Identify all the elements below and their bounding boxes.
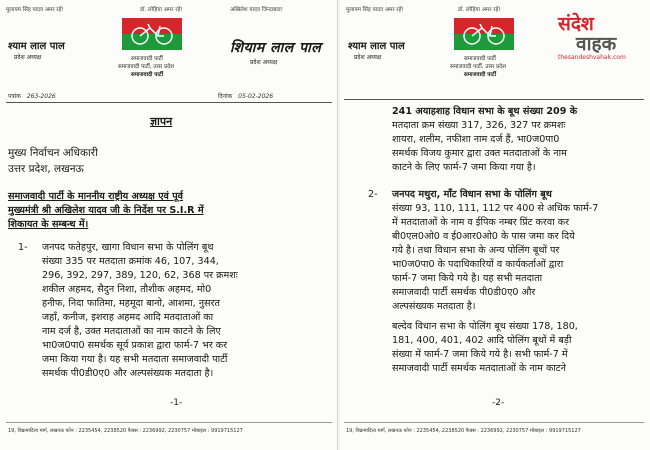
item-line: जमा किया गया है। यह सभी मतदाता समाजवादी पार्टी <box>42 354 228 365</box>
leader-title: प्रदेश अध्यक्ष <box>354 54 382 61</box>
leader-name: श्याम लाल पाल <box>348 41 405 52</box>
item-line: जनपद फतेहपुर, खागा विधान सभा के पोलिंग बूथ <box>42 242 214 253</box>
page-number: -1- <box>170 398 183 408</box>
item-line: 296, 392, 297, 389, 120, 62, 368 पर क्रमशः <box>42 270 238 281</box>
item-line: बल्देव विधान सभा के पोलिंग बूथ संख्या 178, 180, <box>392 321 578 332</box>
footer-address: 19, विक्रमादित्य मार्ग, लखनऊ फोन : 2235454, 2238520 फैक्स : 2236992, 2230757 मोबाइल : 9919715127 <box>8 428 243 434</box>
brand-line1: संदेश <box>558 13 594 35</box>
item-line: शकील अहमद, सैदुन निशा, तौशीक अहमद, मो0 <box>42 284 212 295</box>
item-line: फार्म-7 जमा किये गये है। यह सभी मतदाता <box>392 273 543 284</box>
party-name-line1: समाजवादी पार्टी <box>131 56 163 62</box>
header-divider <box>6 102 332 103</box>
cont-line: समर्थक विजय कुमार द्वारा उक्त मतदाताओं के नाम <box>392 148 567 159</box>
brand-url: thesandeshvahak.com <box>558 54 626 61</box>
footer-address: 19, विक्रमादित्य मार्ग, लखनऊ फोन : 2235454, 2238520 फैक्स : 2236992, 2230757 मोबाइल : 9919715127 <box>346 428 581 434</box>
item-line: संख्या 335 पर मतदाता क्रमांक 46, 107, 344, <box>42 256 219 267</box>
item-line: नाम दर्ज है, उक्त मतदाताओं का नाम काटने के लिए <box>42 326 221 337</box>
item-line: जहाँ, कनीज, इशराह अहमद आदि मतदाताओं का <box>42 312 214 323</box>
cont-line: शायरा, शलीम, नफीशा नाम दर्ज हैं, भा0ज0पा0 <box>392 134 560 145</box>
item-line: हनीफ, निदा फातिमा, महमूदा बानो, आशमा, नुसरत <box>42 298 220 309</box>
signature-title: प्रदेश अध्यक्ष <box>250 59 278 66</box>
party-name-line3: समाजवादी पार्टी <box>464 72 497 78</box>
leader-name: श्याम लाल पाल <box>8 41 65 52</box>
item-line: जनपद मथुरा, माँट विधान सभा के पोलिंग बूथ <box>392 189 552 200</box>
item-line: संख्या 93, 110, 111, 112 पर 400 से अधिक फार्म-7 <box>392 203 599 214</box>
item-line: भा0ज0पा0 के पदाधिकारियों व कार्यकर्ताओं द्वारा <box>392 259 564 270</box>
subject-line3: शिकायत के सम्बन्ध में। <box>8 219 89 230</box>
item-line: संख्या में फार्म-7 जमा किये गये है। सभी फार्म-7 में <box>392 349 568 360</box>
item-line: 181, 400, 401, 402 आदि पोलिंग बूथों में बड़ी <box>392 335 572 346</box>
party-name-line1: समाजवादी पार्टी <box>464 56 496 62</box>
date-row <box>218 92 273 100</box>
subject-line2: मुख्यमंत्री श्री अखिलेश यादव जी के निर्देश पर S.I.R में <box>8 205 204 216</box>
item-number: 1- <box>18 242 28 253</box>
sandesh-vahak-logo <box>558 14 626 61</box>
item-line: बी0एल0ओ0 व ई0आर0ओ0 के पास जमा कर दिये <box>392 231 575 242</box>
header-divider <box>344 99 644 100</box>
slogan-akhilesh: अखिलेश यादव जिन्दाबाद! <box>230 7 283 13</box>
subject-line1: समाजवादी पार्टी के माननीय राष्ट्रीय अध्यक्ष एवं पूर्व <box>8 191 184 202</box>
slogan-lohia: डॉ. लोहिया अमर रहें! <box>140 7 183 13</box>
page-number: -2- <box>492 398 505 408</box>
slogan-mulayam: मुलायम सिंह यादव अमर रहें! <box>6 7 64 13</box>
party-name-line2: समाजवादी पार्टी, उत्तर प्रदेश <box>118 64 174 70</box>
slogan-mulayam: मुलायम सिंह यादव अमर रहें! <box>346 7 404 13</box>
item-number: 2- <box>368 189 378 200</box>
brand-line2: वाहक <box>576 33 617 55</box>
item-line: भा0ज0पा0 समर्थक सूर्य प्रकाश द्वारा फार्म-7 भर कर <box>42 340 228 351</box>
footer-divider <box>344 422 644 423</box>
ref-value: 263-2026 <box>26 93 56 100</box>
cont-line: मतदाता क्रम संख्या 317, 326, 327 पर क्रमशः <box>392 120 566 131</box>
party-name-line2: समाजवादी पार्टी, उत्तर प्रदेश <box>450 64 506 70</box>
item-line: गये है। तथा विधान सभा के अन्य पोलिंग बूथों पर <box>392 245 560 256</box>
document-heading: ज्ञापन <box>150 115 173 128</box>
item-line: में मतदाताओं के नाम व ईपिक नम्बर प्रिंट करवा कर <box>392 217 570 228</box>
addressee-line1: मुख्य निर्वाचन अधिकारी <box>8 147 98 159</box>
cont-line: काटने के लिए फार्म-7 जमा किया गया है। <box>392 162 536 173</box>
addressee-line2: उत्तर प्रदेश, लखनऊ <box>8 163 84 175</box>
ref-label: पत्रांक <box>8 93 21 100</box>
footer-divider <box>6 422 332 423</box>
signature: शियाम लाल पाल <box>230 40 322 56</box>
date-label: दिनांक <box>218 93 233 100</box>
item-line: समाजवादी पार्टी समर्थक पी0डी0ए0 और <box>392 287 536 298</box>
cont-line: 241 अयाहशाह विधान सभा के बूथ संख्या 209 के <box>392 106 578 117</box>
party-name-line3: समाजवादी पार्टी <box>131 72 164 78</box>
date-value: 05-02-2026 <box>238 93 274 100</box>
slogan-lohia: डॉ. लोहिया अमर रहें! <box>458 7 501 13</box>
letter-page-2 <box>340 0 650 450</box>
item-line: अल्पसंख्यक मतदाता है। <box>392 301 476 312</box>
item-line: समर्थक पी0डी0ए0 और अल्पसंख्यक मतदाता है। <box>42 368 214 379</box>
leader-title: प्रदेश अध्यक्ष <box>14 54 42 61</box>
item-line: समाजवादी पार्टी समर्थक मतदाताओं के नाम काटने <box>392 363 566 374</box>
ref-row <box>8 92 56 100</box>
